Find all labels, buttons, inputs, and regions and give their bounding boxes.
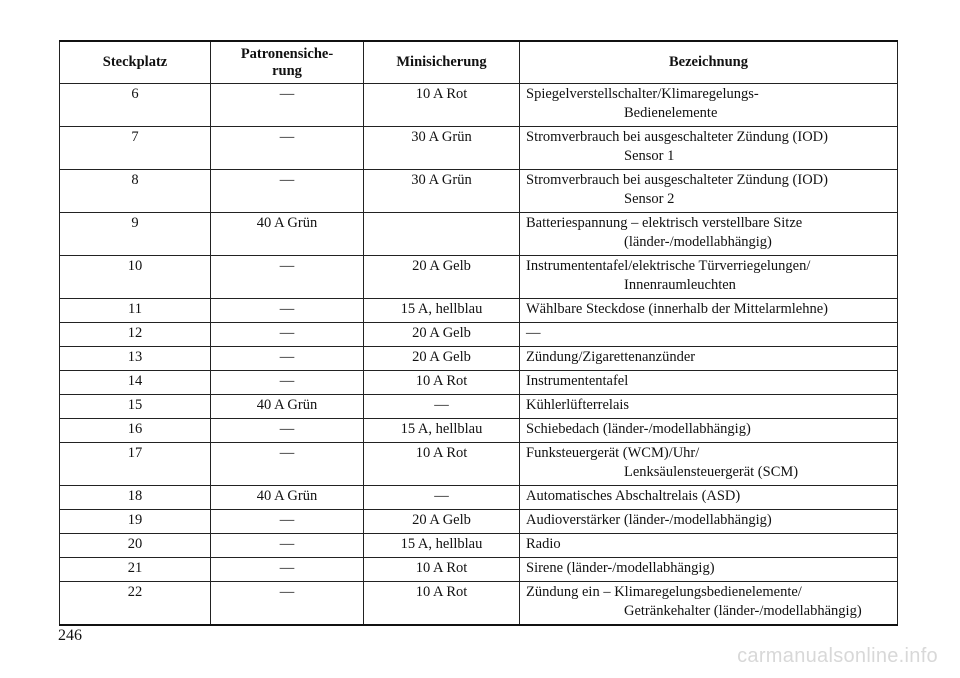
table-row [60,558,898,582]
cartridge-fuse-cell: 40 A Grün [211,213,364,256]
mini-fuse-cell: 20 A Gelb [364,347,520,371]
mini-fuse-cell: 20 A Gelb [364,256,520,299]
slot-cell: 7 [60,127,211,170]
mini-fuse-cell: 15 A, hellblau [364,419,520,443]
description-cell [520,256,898,299]
cartridge-fuse-cell: — [211,256,364,299]
table-header-row [60,41,898,84]
description-line: Instrumententafel/elektrische Türverriegelungen/ [526,258,811,274]
cartridge-fuse-cell: — [211,443,364,486]
slot-cell: 6 [60,84,211,127]
description-cell [520,486,898,510]
fuse-table [59,40,898,626]
table-row [60,170,898,213]
cartridge-fuse-cell: — [211,127,364,170]
description-line: Zündung ein – Klimaregelungsbedienelemente/ [526,584,802,600]
table-row [60,127,898,170]
cartridge-fuse-cell: — [211,534,364,558]
cartridge-fuse-cell: — [211,582,364,626]
description-line: Automatisches Abschaltrelais (ASD) [526,488,741,504]
description-cell [520,419,898,443]
mini-fuse-cell: 15 A, hellblau [364,534,520,558]
cartridge-fuse-cell: — [211,323,364,347]
description-line: Sirene (länder-/modellabhängig) [526,560,715,576]
description-cell [520,510,898,534]
slot-cell: 21 [60,558,211,582]
mini-fuse-cell: 10 A Rot [364,558,520,582]
description-line-continued: Lenksäulensteuergerät (SCM) [624,464,799,480]
table-row [60,486,898,510]
description-cell [520,534,898,558]
mini-fuse-cell: 15 A, hellblau [364,299,520,323]
slot-cell: 22 [60,582,211,626]
table-row [60,443,898,486]
description-line-continued: Bedienelemente [624,105,718,121]
mini-fuse-cell: 10 A Rot [364,582,520,626]
slot-cell: 10 [60,256,211,299]
mini-fuse-cell: — [364,395,520,419]
description-line: Stromverbrauch bei ausgeschalteter Zündung (IOD) [526,129,828,145]
description-line: Stromverbrauch bei ausgeschalteter Zündung (IOD) [526,172,828,188]
description-line-continued: (länder-/modellabhängig) [624,234,772,250]
table-row [60,534,898,558]
header-description: Bezeichnung [520,41,898,84]
slot-cell: 20 [60,534,211,558]
description-line: Batteriespannung – elektrisch verstellbare Sitze [526,215,803,231]
description-line: Audioverstärker (länder-/modellabhängig) [526,512,772,528]
slot-cell: 15 [60,395,211,419]
description-cell [520,347,898,371]
slot-cell: 8 [60,170,211,213]
cartridge-fuse-cell: — [211,371,364,395]
slot-cell: 12 [60,323,211,347]
slot-cell: 17 [60,443,211,486]
slot-cell: 16 [60,419,211,443]
header-cartridge-fuse [211,41,364,84]
table-row [60,510,898,534]
cartridge-fuse-cell: 40 A Grün [211,395,364,419]
slot-cell: 11 [60,299,211,323]
description-cell [520,395,898,419]
cartridge-fuse-cell: — [211,347,364,371]
description-cell [520,299,898,323]
description-line: — [526,325,541,341]
slot-cell: 13 [60,347,211,371]
description-line-continued: Sensor 1 [624,148,675,164]
table-row [60,582,898,626]
cartridge-fuse-cell: — [211,84,364,127]
mini-fuse-cell: — [364,486,520,510]
table-row [60,347,898,371]
mini-fuse-cell: 10 A Rot [364,84,520,127]
description-line-continued: Sensor 2 [624,191,675,207]
description-cell [520,127,898,170]
slot-cell: 9 [60,213,211,256]
description-cell [520,323,898,347]
table-row [60,84,898,127]
description-cell [520,84,898,127]
description-line: Zündung/Zigarettenanzünder [526,349,696,365]
description-cell [520,558,898,582]
cartridge-fuse-cell: — [211,170,364,213]
table-row [60,256,898,299]
table-row [60,323,898,347]
mini-fuse-cell: 20 A Gelb [364,323,520,347]
table-row [60,395,898,419]
description-line: Radio [526,536,561,552]
cartridge-fuse-cell: — [211,510,364,534]
slot-cell: 18 [60,486,211,510]
table-row [60,299,898,323]
description-line-continued: Innenraumleuchten [624,277,736,293]
description-cell [520,213,898,256]
mini-fuse-cell: 10 A Rot [364,371,520,395]
page-number: 246 [58,627,82,644]
description-line: Spiegelverstellschalter/Klimaregelungs- [526,86,759,102]
description-line: Schiebedach (länder-/modellabhängig) [526,421,751,437]
description-line: Wählbare Steckdose (innerhalb der Mittelarmlehne) [526,301,828,317]
table-row [60,213,898,256]
header-slot: Steckplatz [60,41,211,84]
mini-fuse-cell: 30 A Grün [364,170,520,213]
mini-fuse-cell: 30 A Grün [364,127,520,170]
description-line: Funksteuergerät (WCM)/Uhr/ [526,445,700,461]
table-row [60,371,898,395]
cartridge-fuse-cell: 40 A Grün [211,486,364,510]
description-line: Kühlerlüfterrelais [526,397,630,413]
table-row [60,419,898,443]
cartridge-fuse-cell: — [211,558,364,582]
mini-fuse-cell: 20 A Gelb [364,510,520,534]
slot-cell: 14 [60,371,211,395]
description-cell [520,371,898,395]
header-cartridge-fuse-text: Patronensiche- rung [240,45,334,79]
description-cell [520,582,898,626]
slot-cell: 19 [60,510,211,534]
header-mini-fuse: Minisicherung [364,41,520,84]
description-line: Instrumententafel [526,373,629,389]
description-cell [520,443,898,486]
cartridge-fuse-cell: — [211,419,364,443]
mini-fuse-cell: 10 A Rot [364,443,520,486]
watermark: carmanualsonline.info [737,645,938,667]
description-cell [520,170,898,213]
mini-fuse-cell [364,213,520,256]
cartridge-fuse-cell: — [211,299,364,323]
description-line-continued: Getränkehalter (länder-/modellabhängig) [624,603,862,619]
